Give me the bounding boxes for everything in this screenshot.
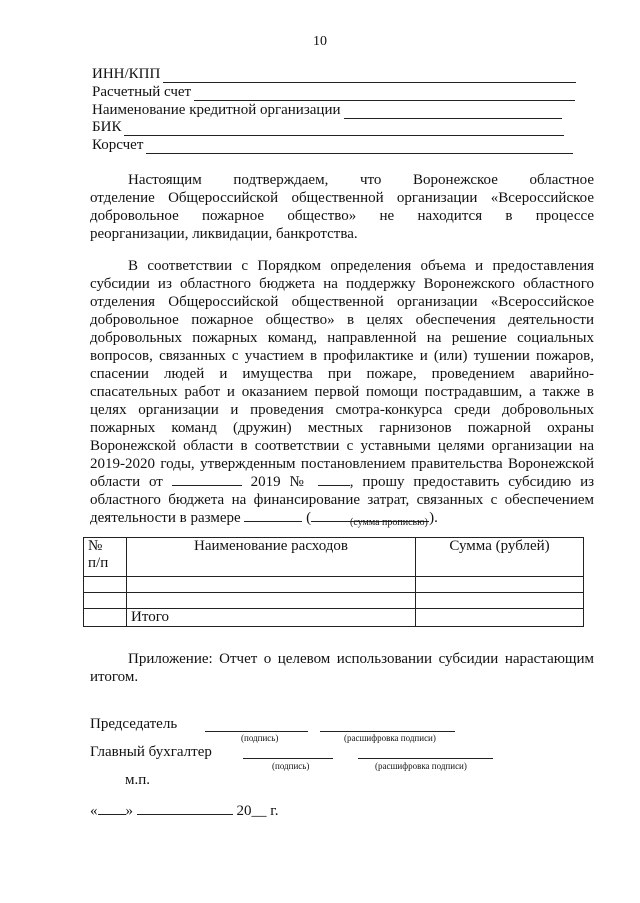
chairman-sign-note: (подпись) (241, 733, 279, 743)
accountant-label: Главный бухгалтер (90, 744, 212, 760)
request-line: отделения Общероссийской общественной организации «Всероссийское (90, 294, 594, 310)
amount-blank (244, 509, 302, 522)
accountant-decode-note: (расшифровка подписи) (375, 761, 467, 771)
accountant-sign-note: (подпись) (272, 761, 310, 771)
table-cell (416, 577, 584, 593)
confirmation-line: добровольное пожарное общество» не находится в процессе (90, 208, 594, 224)
confirmation-line: Настоящим подтверждаем, что Воронежское областное (128, 172, 594, 188)
date-line (90, 802, 278, 820)
appendix-line: Приложение: Отчет о целевом использовании субсидии нарастающим (128, 651, 594, 667)
table-cell (84, 593, 127, 609)
chairman-sign-line (205, 731, 308, 732)
year-number-label: 2019 № (250, 474, 309, 490)
appendix-paragraph (90, 650, 594, 686)
request-line-date (90, 473, 594, 491)
table-cell (84, 609, 127, 627)
bik-label: БИК (92, 119, 122, 135)
request-line: пожарных команд (дружин) местных гарнизонов пожарной охраны (90, 420, 594, 436)
day-blank (98, 802, 126, 815)
request-line-amount (90, 509, 594, 527)
chairman-label: Председатель (90, 716, 178, 732)
bank-name-line (344, 105, 562, 119)
appendix-line: итогом. (90, 669, 139, 685)
confirmation-line: отделение Общероссийской общественной организации «Всероссийское (90, 190, 594, 206)
inn-kpp-field (92, 66, 576, 83)
table-cell (127, 593, 416, 609)
table-cell (84, 577, 127, 593)
chairman-decode-note: (расшифровка подписи) (344, 733, 436, 743)
amount-paren-close: ). (429, 510, 438, 526)
amount-note: (сумма прописью) (350, 517, 428, 528)
confirmation-paragraph (90, 171, 594, 243)
table-cell (127, 577, 416, 593)
request-line: спасении людей и имущества при пожаре, проведением аварийно- (90, 366, 594, 382)
date-quote-close: » (125, 803, 133, 819)
table-cell (416, 593, 584, 609)
col-sum-header: Сумма (рублей) (416, 538, 584, 577)
total-label: Итого (127, 609, 416, 627)
month-blank (137, 802, 233, 815)
request-line: Воронежской области в соответствии с уставными целями организации на (90, 438, 594, 454)
table-total-row (84, 609, 584, 627)
request-line: вопросов, связанных с участием в профилактике и (или) тушении пожаров, (90, 348, 594, 364)
table-cell (416, 609, 584, 627)
amount-paren-open: ( (306, 510, 312, 526)
account-label: Расчетный счет (92, 84, 192, 100)
bik-field (92, 119, 564, 136)
bank-name-label: Наименование кредитной организации (92, 102, 341, 118)
request-line: областного бюджета на финансирование затрат, связанных с обеспечением (90, 492, 594, 508)
request-line: добровольное пожарное общество» в целях обеспечения деятельности (90, 312, 594, 328)
corr-account-line (146, 140, 573, 154)
amount-label: деятельности в размере (90, 510, 241, 526)
date-year: 20__ г. (236, 803, 279, 819)
date-blank (172, 473, 242, 486)
request-line: целях организации и проведения смотра-конкурса среди добровольных (90, 402, 594, 418)
account-field (92, 84, 575, 101)
account-line (194, 87, 575, 101)
table-row (84, 577, 584, 593)
request-line: субсидии из областного бюджета на поддержку Воронежского областного (90, 276, 594, 292)
table-header-row (84, 538, 584, 577)
inn-kpp-label: ИНН/КПП (92, 66, 161, 82)
accountant-sign-line (243, 758, 333, 759)
corr-account-label: Корсчет (92, 137, 144, 153)
request-line: 2019-2020 годы, утвержденным постановлением правительства Воронежской (90, 456, 594, 472)
request-line: спасательных работ и оказанием первой помощи пострадавшим, а также в (90, 384, 594, 400)
request-line: В соответствии с Порядком определения объема и предоставления (128, 258, 594, 274)
bik-line (124, 122, 564, 136)
expenses-table (83, 537, 584, 627)
table-row (84, 593, 584, 609)
request-text: , прошу предоставить субсидию из (349, 474, 595, 490)
corr-account-field (92, 137, 573, 154)
inn-kpp-line (163, 69, 576, 83)
request-line: добровольных пожарных команд, направленной на решение социальных (90, 330, 594, 346)
request-paragraph (90, 257, 594, 527)
confirmation-line: реорганизации, ликвидации, банкротства. (90, 226, 358, 242)
stamp-label: м.п. (125, 772, 151, 788)
col-num-header: № п/п (84, 538, 127, 577)
date-quote-open: « (90, 803, 98, 819)
region-label: области от (90, 474, 163, 490)
accountant-decode-line (358, 758, 493, 759)
bank-name-field (92, 102, 562, 119)
number-blank (318, 473, 350, 486)
chairman-decode-line (320, 731, 455, 732)
col-name-header: Наименование расходов (127, 538, 416, 577)
page-number: 10 (313, 34, 327, 49)
